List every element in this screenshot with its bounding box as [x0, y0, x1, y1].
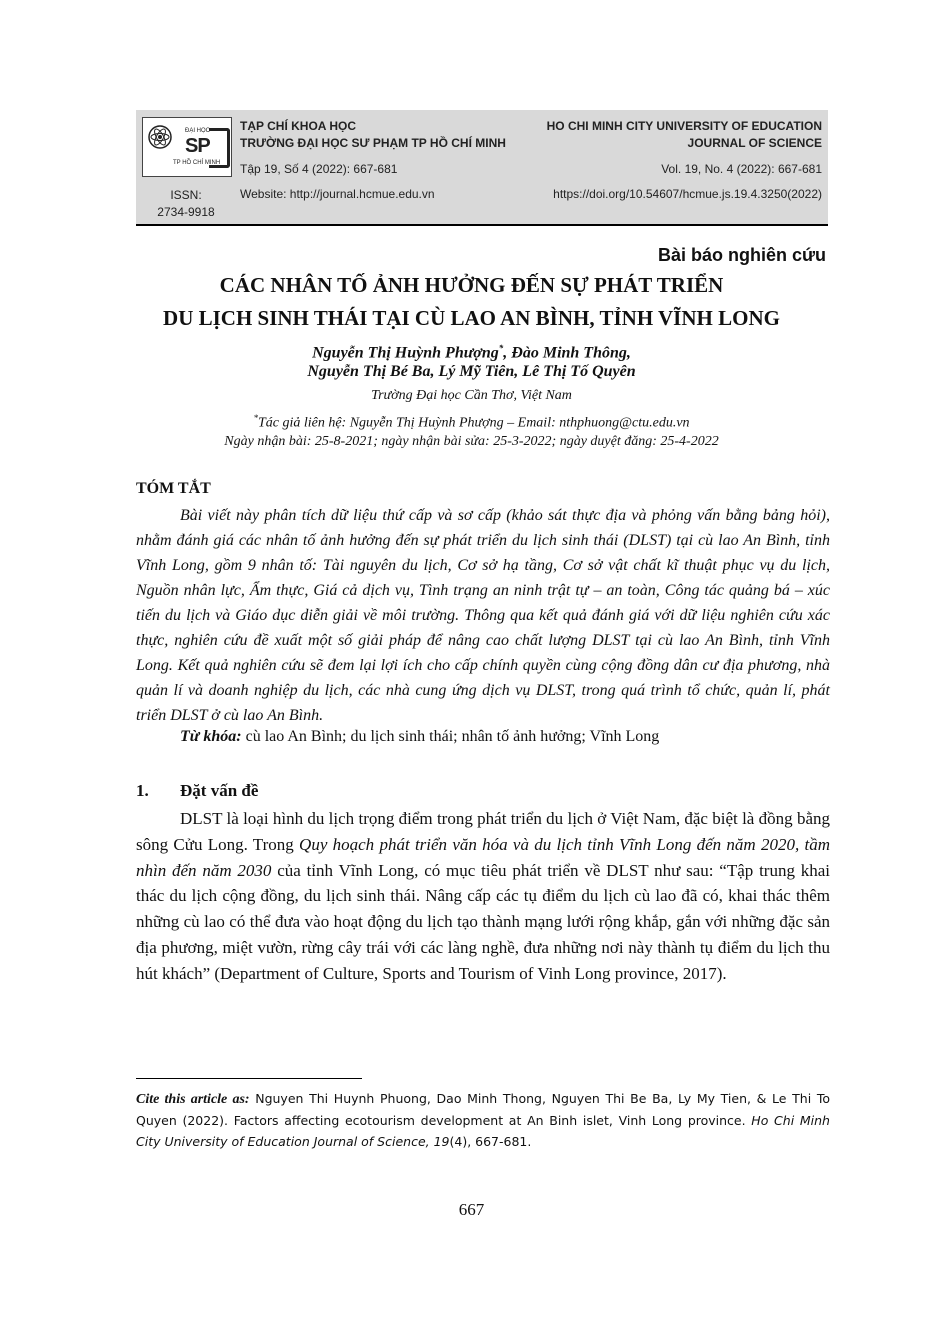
section-number: 1. [136, 781, 149, 800]
article-title-line2: DU LỊCH SINH THÁI TẠI CÙ LAO AN BÌNH, TỈNH VĨNH LONG [163, 306, 780, 330]
paragraph-text-rest: của tỉnh Vĩnh Long, có mục tiêu phát triển về DLST như sau: “Tập trung khai thác du lịch cộng đồng, du lịch sinh thái. Nâng cấp các tụ điểm du lịch cù lao đã có, khai thác thêm những cù lao có thể đưa vào hoạt động du lịch tạo thành mạng lưới rộng khắp, gắn với những đặc sản địa phương, miệt vườn, rừng cây trái với các làng nghề, đưa những nơi này thành tụ điểm du lịch thu hút khách” (Department of Culture, Sports and Tourism of Vinh Long province, 2017). [136, 860, 831, 983]
volume-vi: Tập 19, Số 4 (2022): 667-681 [240, 162, 398, 176]
citation-footnote [136, 1088, 830, 1152]
authors-line2: Nguyễn Thị Bé Ba, Lý Mỹ Tiên, Lê Thị Tố Quyên [307, 363, 636, 380]
journal-website[interactable]: Website: http://journal.hcmue.edu.vn [240, 187, 435, 201]
logo-wordmark [171, 126, 229, 170]
issn-value: 2734-9918 [157, 205, 215, 219]
article-type: Bài báo nghiên cứu [657, 245, 826, 265]
journal-logo [142, 117, 232, 177]
keywords-label: Từ khóa: [180, 728, 242, 745]
issn-label: ISSN: [170, 188, 202, 202]
body-paragraph [136, 806, 830, 987]
issn-block [142, 187, 230, 221]
journal-name-en-line2: JOURNAL OF SCIENCE [687, 136, 822, 150]
corresponding-mark: * [498, 343, 504, 353]
corresponding-footnote-mark: * [253, 413, 258, 423]
citation-text-b: (4), 667-681. [449, 1134, 532, 1149]
citation-journal: Ho Chi Minh City University of Education Journal of Science, 19 [136, 1113, 830, 1149]
logo-letters: SP [185, 135, 210, 157]
affiliation: Trường Đại học Cần Thơ, Việt Nam [371, 388, 572, 403]
corresponding-author-text: Tác giả liên hệ: Nguyễn Thị Huỳnh Phượng – Email: nthphuong@ctu.edu.vn [257, 415, 690, 431]
journal-name-vi-line1: TẠP CHÍ KHOA HỌC [240, 119, 357, 133]
citation-label: Cite this article as: [136, 1092, 250, 1107]
footnote-rule [136, 1078, 362, 1079]
logo-bottom-text: TP HỒ CHÍ MINH [173, 160, 221, 166]
journal-name-vi-line2: TRƯỜNG ĐẠI HỌC SƯ PHẠM TP HỒ CHÍ MINH [240, 136, 506, 150]
atom-emblem-icon [147, 124, 173, 150]
header-rule [136, 224, 828, 226]
doi-link[interactable]: https://doi.org/10.54607/hcmue.js.19.4.3250(2022) [553, 187, 822, 201]
plan-title-italic: Quy hoạch phát triển văn hóa và du lịch tỉnh Vĩnh Long đến năm 2020, tầm nhìn đến năm 2030 [136, 834, 830, 880]
author-secondary: , Đào Minh Thông, [503, 344, 631, 362]
journal-name-en-line1: HO CHI MINH CITY UNIVERSITY OF EDUCATION [546, 119, 822, 133]
article-dates: Ngày nhận bài: 25-8-2021; ngày nhận bài sửa: 25-3-2022; ngày duyệt đăng: 25-4-2022 [224, 434, 719, 449]
volume-en: Vol. 19, No. 4 (2022): 667-681 [661, 162, 822, 176]
section-heading: Đặt vấn đề [180, 781, 259, 800]
corresponding-author [0, 408, 943, 434]
logo-top-text: ĐẠI HỌC [185, 128, 211, 134]
citation-text-a: Nguyen Thi Huynh Phuong, Dao Minh Thong, Nguyen Thi Be Ba, Ly My Tien, & Le Thi To Quyen (2022). Factors affecting ecotourism development at An Binh islet, Vinh Long province. [136, 1091, 830, 1128]
page-number: 667 [458, 1200, 485, 1219]
article-title-line1: CÁC NHÂN TỐ ẢNH HƯỞNG ĐẾN SỰ PHÁT TRIỂN [219, 273, 724, 297]
keywords-list: cù lao An Bình; du lịch sinh thái; nhân tố ảnh hưởng; Vĩnh Long [241, 728, 660, 745]
abstract-heading: TÓM TẮT [136, 480, 211, 497]
paragraph-text-start: DLST là loại hình du lịch trọng điểm trong phát triển du lịch ở Việt Nam, đặc biệt là đồng bằng sông Cửu Long. Trong [136, 809, 830, 854]
abstract-text: Bài viết này phân tích dữ liệu thứ cấp và sơ cấp (khảo sát thực địa và phỏng vấn bằng bảng hỏi), nhằm đánh giá các nhân tố ảnh hưởng đến sự phát triển du lịch sinh thái (DLST) tại cù lao An Bình, tỉnh Vĩnh Long, gồm 9 nhân tố: Tài nguyên du lịch, Cơ sở hạ tầng, Cơ sở vật chất kĩ thuật phục vụ du lịch, Nguồn nhân lực, Ẩm thực, Giá cả dịch vụ, Tình trạng an ninh trật tự – an toàn, Công tác quảng bá – xúc tiến du lịch và Giáo dục diễn giải về môi trường. Thông qua kết quả đánh giá với dữ liệu nghiên cứu xác thực, nghiên cứu đề xuất một số giải pháp để nâng cao chất lượng DLST tại cù lao An Bình, tỉnh Vĩnh Long. Kết quả nghiên cứu sẽ đem lại lợi ích cho cấp chính quyền cùng cộng đồng dân cư địa phương, nhà quản lí và doanh nghiệp du lịch, các nhà cung ứng dịch vụ DLST, trong quá trình tổ chức, quản lí, phát triển DLST ở cù lao An Bình. [136, 507, 830, 724]
author-primary: Nguyễn Thị Huỳnh Phượng [312, 344, 499, 362]
keywords [180, 728, 659, 746]
